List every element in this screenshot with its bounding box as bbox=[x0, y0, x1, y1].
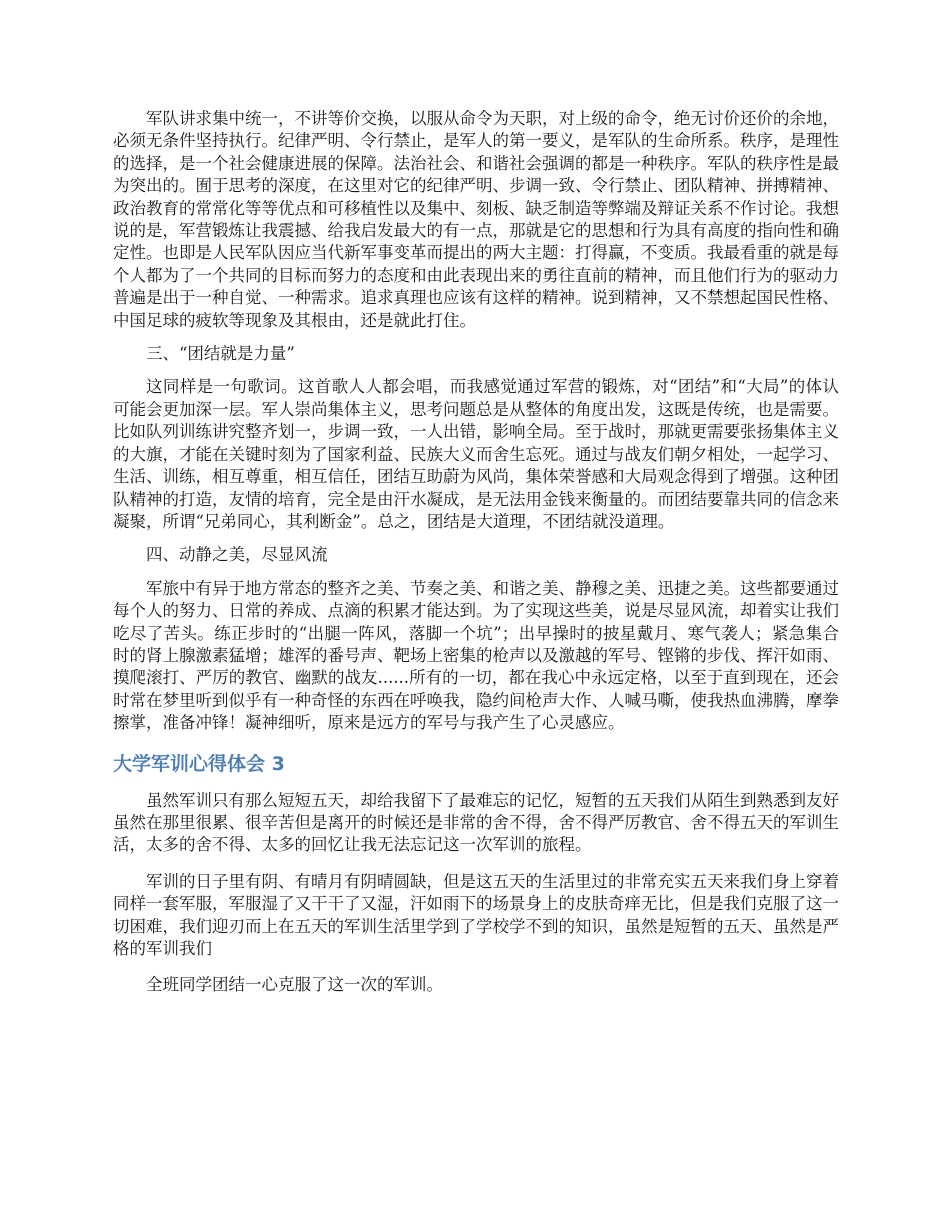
subheading-beauty: 四、动静之美，尽显风流 bbox=[146, 545, 328, 565]
paragraph-discipline: 军队讲求集中统一，不讲等价交换，以服从命令为天职，对上级的命令，绝无讨价还价的余地，必须无条件坚持执行。纪律严明、令行禁止，是军人的第一要义，是军队的生命所系。秩序，是理性的选择，是一个社会健康进展的保障。法治社会、和谐社会强调的都是一种秩序。军队的秩序性是最为突出的。囿于思考的深度，在这里对它的纪律严明、步调一致、令行禁止、团队精神、拼搏精神、政治教育的常常化等等优点和可移植性以及集中、刻板、缺乏制造等弊端及辩证关系不作讨论。我想说的是，军营锻炼让我震撼、给我启发最大的有一点，那就是它的思想和行为具有高度的指向性和确定性。也即是人民军队因应当代新军事变革而提出的两大主题：打得赢，不变质。我最看重的就是每个人都为了一个共同的目标而努力的态度和由此表现出来的勇往直前的精神，而且他们行为的驱动力普遍是出于一种自觉、一种需求。追求真理也应该有这样的精神。说到精神，又不禁想起国民性格、中国足球的疲软等现象及其根由，还是就此打住。 bbox=[113, 109, 839, 330]
paragraph-unity: 这同样是一句歌词。这首歌人人都会唱，而我感觉通过军营的锻炼，对“团结”和“大局”的体认可能会更加深一层。军人崇尚集体主义，思考问题总是从整体的角度出发，这既是传统，也是需要。比如队列训练讲究整齐划一，步调一致，一人出错，影响全局。至于战时，那就更需要张扬集体主义的大旗，才能在关键时刻为了国家利益、民族大义而舍生忘死。通过与战友们朝夕相处，一起学习、生活、训练，相互尊重，相互信任，团结互助蔚为风尚，集体荣誉感和大局观念得到了增强。这种团队精神的打造，友情的培育，完全是由汗水凝成，是无法用金钱来衡量的。而团结要靠共同的信念来凝聚，所谓“兄弟同心，其利断金”。总之，团结是大道理，不团结就没道理。 bbox=[113, 377, 839, 531]
document-page bbox=[113, 108, 839, 997]
section-title: 大学军训心得体会 3 bbox=[113, 752, 285, 775]
paragraph-training-days: 军训的日子里有阴、有晴月有阴晴圆缺，但是这五天的生活里过的非常充实五天来我们身上穿着同样一套军服，军服湿了又干干了又湿，汗如雨下的场景身上的皮肤奇痒无比，但是我们克服了这一切困难，我们迎刃而上在五天的军训生活里学到了学校学不到的知识，虽然是短暂的五天、虽然是严格的军训我们 bbox=[113, 871, 839, 958]
paragraph-five-days: 虽然军训只有那么短短五天，却给我留下了最难忘的记忆，短暂的五天我们从陌生到熟悉到友好虽然在那里很累、很辛苦但是离开的时候还是非常的舍不得，舍不得严厉教官、舍不得五天的军训生活，太多的舍不得、太多的回忆让我无法忘记这一次军训的旅程。 bbox=[113, 790, 839, 855]
paragraph-beauty: 军旅中有异于地方常态的整齐之美、节奏之美、和谐之美、静穆之美、迅捷之美。这些都要通过每个人的努力、日常的养成、点滴的积累才能达到。为了实现这些美，说是尽显风流，却着实让我们吃尽了苦头。练正步时的“出腿一阵风，落脚一个坑”；出早操时的披星戴月、寒气袭人；紧急集合时的肾上腺激素猛增；雄浑的番号声、靶场上密集的枪声以及激越的军号、铿锵的步伐、挥汗如雨、摸爬滚打、严厉的教官、幽默的战友......所有的一切，都在我心中永远定格，以至于直到现在，还会时常在梦里听到似乎有一种奇怪的东西在呼唤我，隐约间枪声大作、人喊马嘶，使我热血沸腾，摩拳擦掌，准备冲锋！凝神细听，原来是远方的军号与我产生了心灵感应。 bbox=[113, 578, 839, 733]
subheading-unity: 三、“团结就是力量” bbox=[146, 344, 295, 364]
paragraph-conclusion: 全班同学团结一心克服了这一次的军训。 bbox=[146, 975, 443, 995]
